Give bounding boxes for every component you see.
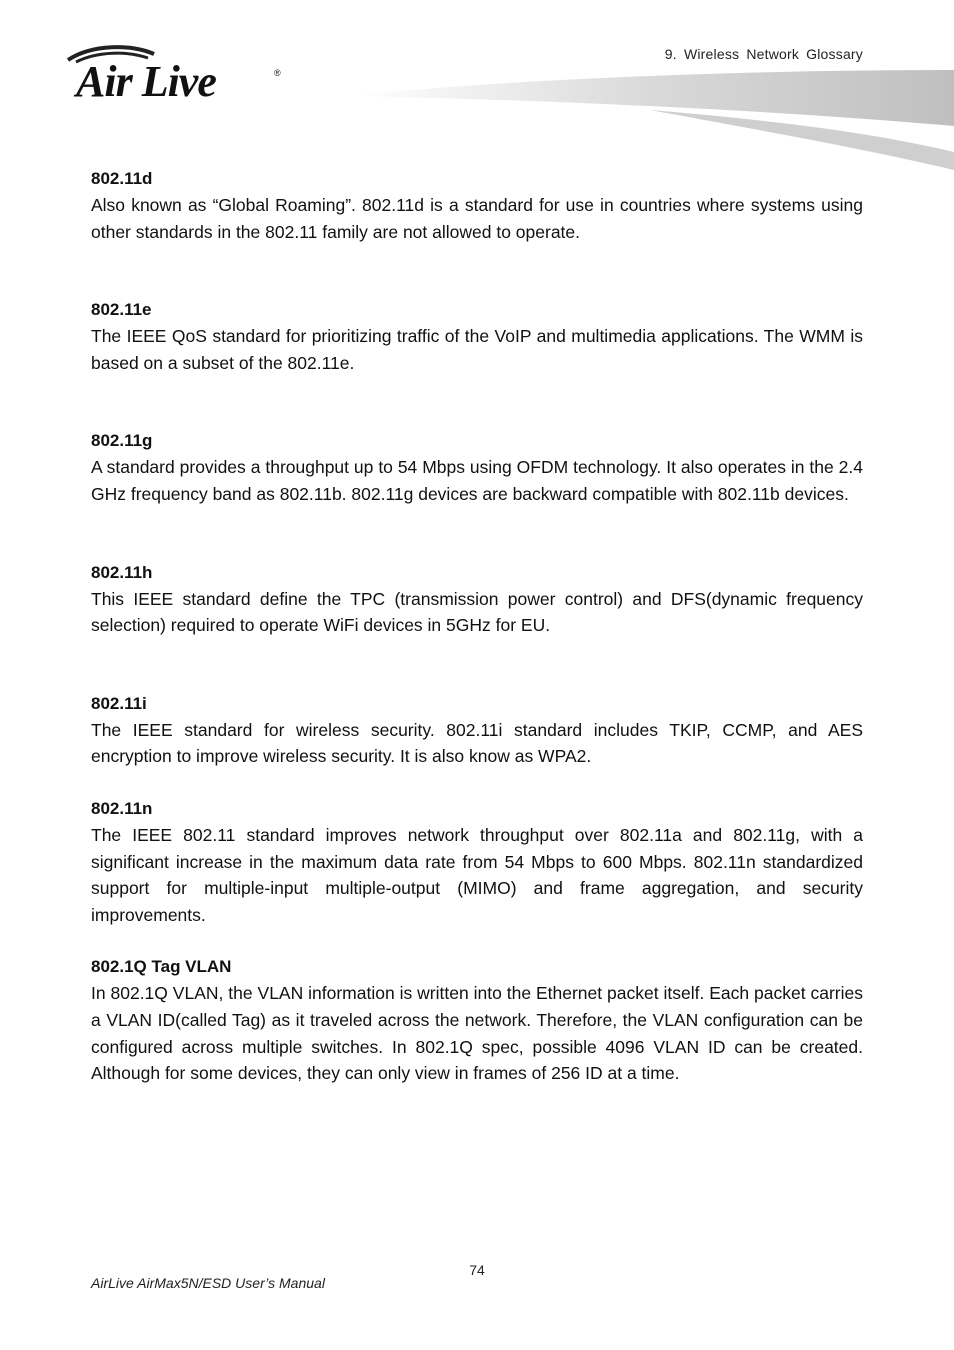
entry-definition: A standard provides a throughput up to 54 Mbps using OFDM technology. It also operates in the 2.4 GHz frequency band as 802.11b. 802.11g devices are backward compatible with 802.11b devices. <box>91 457 863 504</box>
entry-term: 802.1Q Tag VLAN <box>91 957 232 977</box>
glossary-entry-802-11g <box>91 428 863 507</box>
entry-term: 802.11i <box>91 693 147 713</box>
glossary-entry-802-11d <box>91 166 863 245</box>
glossary-content <box>91 166 863 1087</box>
glossary-entry-802-11n <box>91 796 863 928</box>
glossary-entry-802-11h <box>91 560 863 639</box>
entry-term: 802.11e <box>91 300 152 320</box>
header-swoosh-decoration <box>350 66 954 176</box>
entry-definition: The IEEE 802.11 standard improves network throughput over 802.11a and 802.11g, with a significant increase in the maximum data rate from 54 Mbps to 600 Mbps. 802.11n standardized support for multiple-input multiple-output (MIMO) and frame aggregation, and security improvements. <box>91 824 863 925</box>
glossary-entry-802-11e <box>91 297 863 376</box>
entry-definition: The IEEE standard for wireless security. 802.11i standard includes TKIP, CCMP, and AES encryption to improve wireless security. It is also know as WPA2. <box>91 719 863 767</box>
entry-definition: In 802.1Q VLAN, the VLAN information is written into the Ethernet packet itself. Each packet carries a VLAN ID(called Tag) as it traveled across the network. Therefore, the VLAN configuration can be configured across multiple switches. In 802.1Q spec, possible 4096 VLAN ID can be created. Although for some devices, they can only view in frames of 256 ID at a time. <box>91 983 863 1084</box>
glossary-entry-802-1q-tag-vlan <box>91 954 863 1086</box>
page-number: 74 <box>469 1262 485 1278</box>
entry-definition: This IEEE standard define the TPC (transmission power control) and DFS(dynamic frequency selection) required to operate WiFi devices in 5GHz for EU. <box>91 588 863 636</box>
chapter-title: 9. Wireless Network Glossary <box>664 46 863 62</box>
entry-definition: The IEEE QoS standard for prioritizing traffic of the VoIP and multimedia applications. The WMM is based on a subset of the 802.11e. <box>91 326 863 373</box>
registered-mark: ® <box>274 68 281 78</box>
entry-term: 802.11d <box>91 169 153 188</box>
entry-term: 802.11g <box>91 431 153 451</box>
glossary-entry-802-11i <box>91 691 863 770</box>
entry-term: 802.11h <box>91 562 153 582</box>
airlive-logo <box>62 42 292 106</box>
entry-definition: Also known as “Global Roaming”. 802.11d is a standard for use in countries where systems using other standards in the 802.11 family are not allowed to operate. <box>91 195 863 242</box>
manual-title: AirLive AirMax5N/ESD User’s Manual <box>91 1275 325 1291</box>
entry-term: 802.11n <box>91 798 153 818</box>
logo-wordmark: Air Live <box>76 57 216 106</box>
